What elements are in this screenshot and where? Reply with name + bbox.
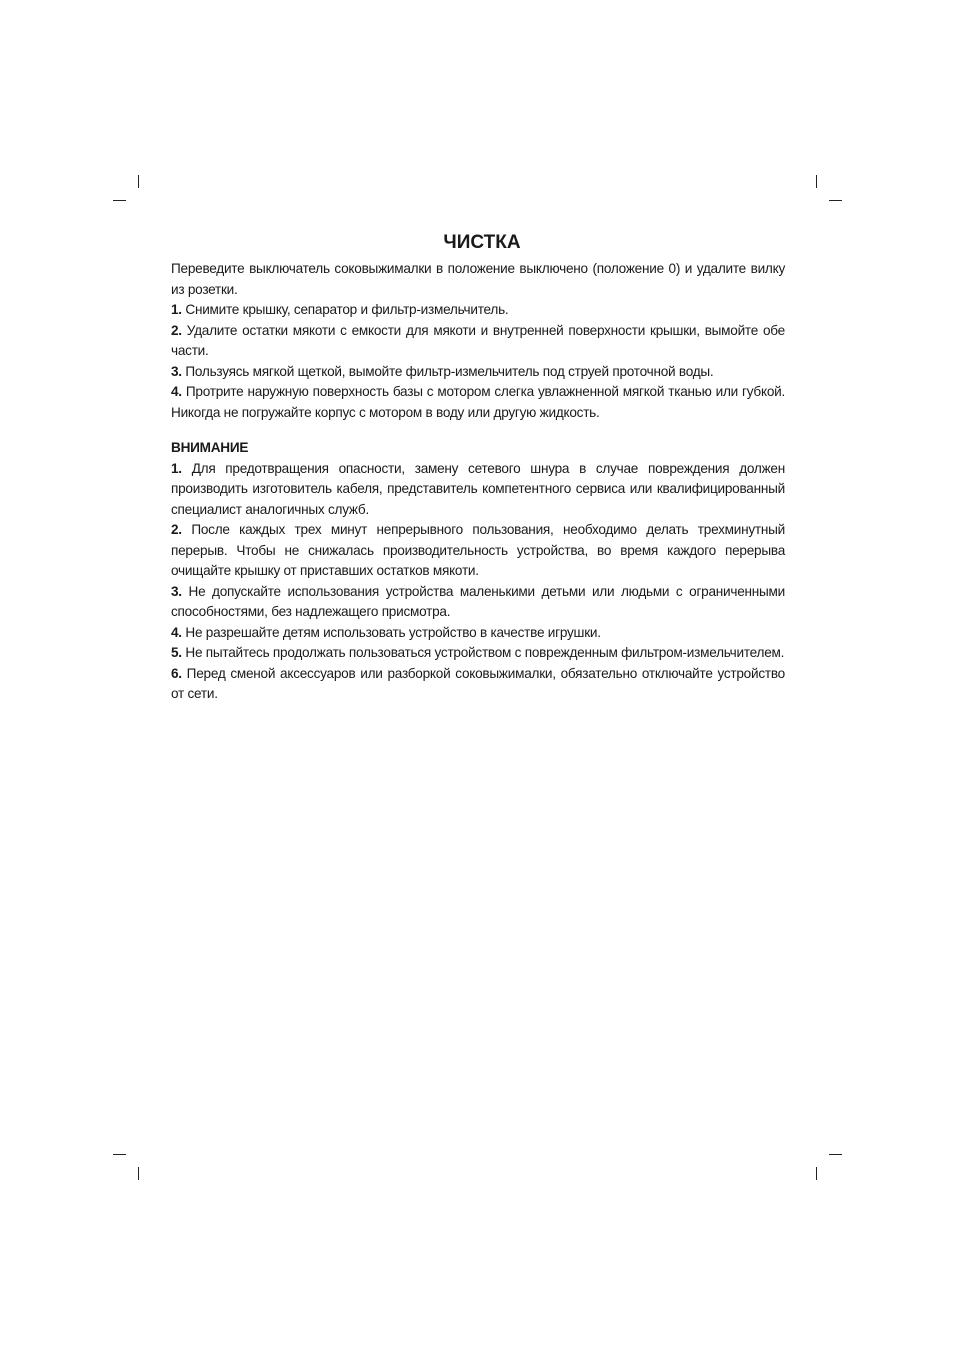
step-number: 1. <box>171 302 182 317</box>
page-content <box>171 231 785 705</box>
warning-text: Перед сменой аксессуаров или разборкой соковыжималки, обязательно отключайте устройство от сети. <box>171 665 785 701</box>
warning-number: 1. <box>171 460 182 476</box>
crop-mark-top-left-vertical <box>138 175 139 188</box>
cleaning-step <box>171 300 785 321</box>
warning-text: Не разрешайте детям использовать устройство в качестве игрушки. <box>181 624 601 640</box>
warning-text: Не пытайтесь продолжать пользоваться устройством с поврежденным фильтром-измельчителем. <box>181 645 785 660</box>
warning-item <box>171 664 785 705</box>
warning-item <box>171 520 785 582</box>
step-text: Пользуясь мягкой щеткой, вымойте фильтр-измельчитель под струей проточной воды. <box>181 363 714 379</box>
crop-mark-bottom-right-horizontal <box>829 1154 842 1155</box>
cleaning-step <box>171 382 785 423</box>
cleaning-step <box>171 321 785 362</box>
crop-mark-bottom-left-horizontal <box>113 1154 126 1155</box>
cleaning-step <box>171 362 785 383</box>
crop-mark-top-left-horizontal <box>113 200 126 201</box>
step-text: Снимите крышку, сепаратор и фильтр-измельчитель. <box>181 302 509 317</box>
warning-number: 4. <box>171 624 182 640</box>
step-number: 3. <box>171 363 182 379</box>
step-number: 2. <box>171 322 182 338</box>
warning-number: 5. <box>171 645 182 660</box>
crop-mark-bottom-right-vertical <box>816 1167 817 1180</box>
warning-number: 3. <box>171 583 182 599</box>
warning-item <box>171 459 785 521</box>
crop-mark-top-right-vertical <box>816 175 817 188</box>
crop-mark-top-right-horizontal <box>829 200 842 201</box>
crop-mark-bottom-left-vertical <box>138 1167 139 1180</box>
warning-text: Не допускайте использования устройства маленькими детьми или людьми с ограниченными способностями, без надлежащего присмотра. <box>171 583 785 619</box>
page-title: ЧИСТКА <box>443 232 521 253</box>
step-text: Протрите наружную поверхность базы с мотором слегка увлажненной мягкой тканью или губкой. Никогда не погружайте корпус с мотором в воду или другую жидкость. <box>171 384 785 420</box>
step-number: 4. <box>171 384 182 399</box>
step-text: Удалите остатки мякоти с емкости для мякоти и внутренней поверхности крышки, вымойте обе части. <box>171 322 785 358</box>
warning-number: 2. <box>171 522 182 537</box>
warning-text: После каждых трех минут непрерывного пользования, необходимо делать трехминутный перерыв. Чтобы не снижалась производительность устройства, во время каждого перерыва очищайте крышку от приставших остатков мякоти. <box>171 522 785 578</box>
warning-text: Для предотвращения опасности, замену сетевого шнура в случае повреждения должен производить изготовитель кабеля, представитель компетентного сервиса или квалифицированный специалист аналогичных служб. <box>171 460 785 517</box>
warning-item <box>171 643 785 664</box>
cleaning-intro: Переведите выключатель соковыжималки в положение выключено (положение 0) и удалите вилку из розетки. <box>171 261 785 297</box>
warning-heading: ВНИМАНИЕ <box>171 440 249 455</box>
warning-item <box>171 623 785 644</box>
warning-item <box>171 582 785 623</box>
warning-number: 6. <box>171 665 182 681</box>
